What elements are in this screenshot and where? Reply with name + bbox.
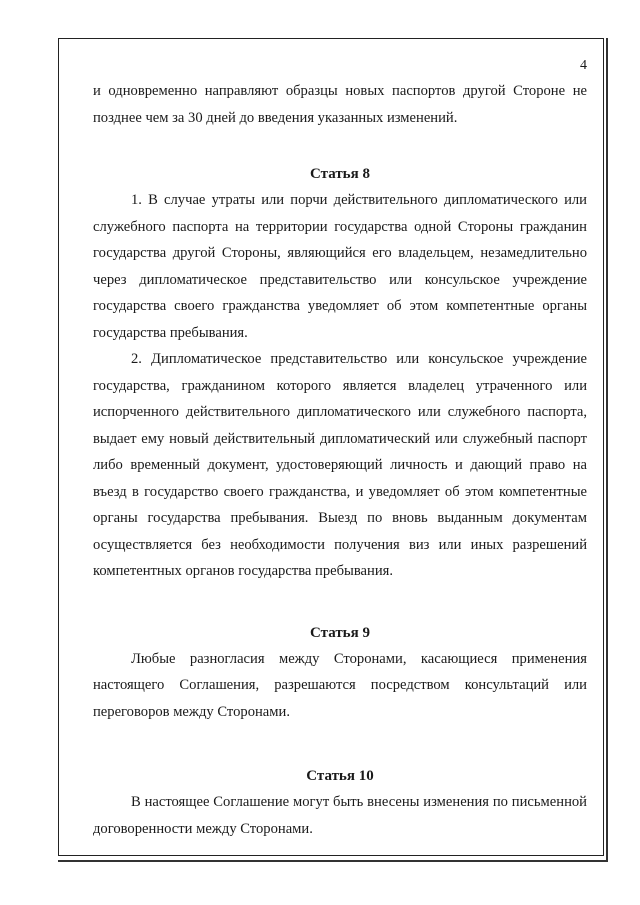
spacer <box>93 725 587 763</box>
spacer <box>93 585 587 620</box>
article-9-paragraph-1: Любые разногласия между Сторонами, касающиеся применения настоящего Соглашения, разрешаются посредством консультаций или переговоров между Сторонами. <box>93 650 587 720</box>
article-8-paragraph-1: 1. В случае утраты или порчи действительного дипломатического или служебного паспорта на территории государства одной Стороны гражданин государства другой Стороны, являющийся его владельцем, незамедлительно через дипломатическое представительство или консульское учреждение государства своего гражданства уведомляет об этом компетентные органы государства пребывания. <box>93 192 587 341</box>
article-8-title: Статья 8 <box>310 166 370 182</box>
frame-bottom-rule <box>58 860 606 862</box>
page-number: 4 <box>580 58 587 73</box>
document-body <box>93 78 587 842</box>
article-10-paragraph-1: В настоящее Соглашение могут быть внесены изменения по письменной договоренности между Сторонами. <box>93 794 587 837</box>
frame-right-rule <box>606 38 608 862</box>
article-8-paragraph-2: 2. Дипломатическое представительство или консульское учреждение государства, гражданином которого является владелец утраченного или испорченного действительного дипломатического или служебного паспорта, выдает ему новый действительный дипломатический или служебный паспорт либо временный документ, удостоверяющий личность и дающий право на въезд в государство своего гражданства, и уведомляет об этом компетентные органы государства пребывания. Выезд по вновь выданным документам осуществляется без необходимости получения виз или иных разрешений компетентных органов государства пребывания. <box>93 351 587 579</box>
spacer <box>93 131 587 161</box>
article-9-title: Статья 9 <box>310 624 370 641</box>
intro-paragraph: и одновременно направляют образцы новых паспортов другой Стороне не позднее чем за 30 дней до введения указанных изменений. <box>93 83 587 126</box>
article-10-title: Статья 10 <box>306 768 374 784</box>
